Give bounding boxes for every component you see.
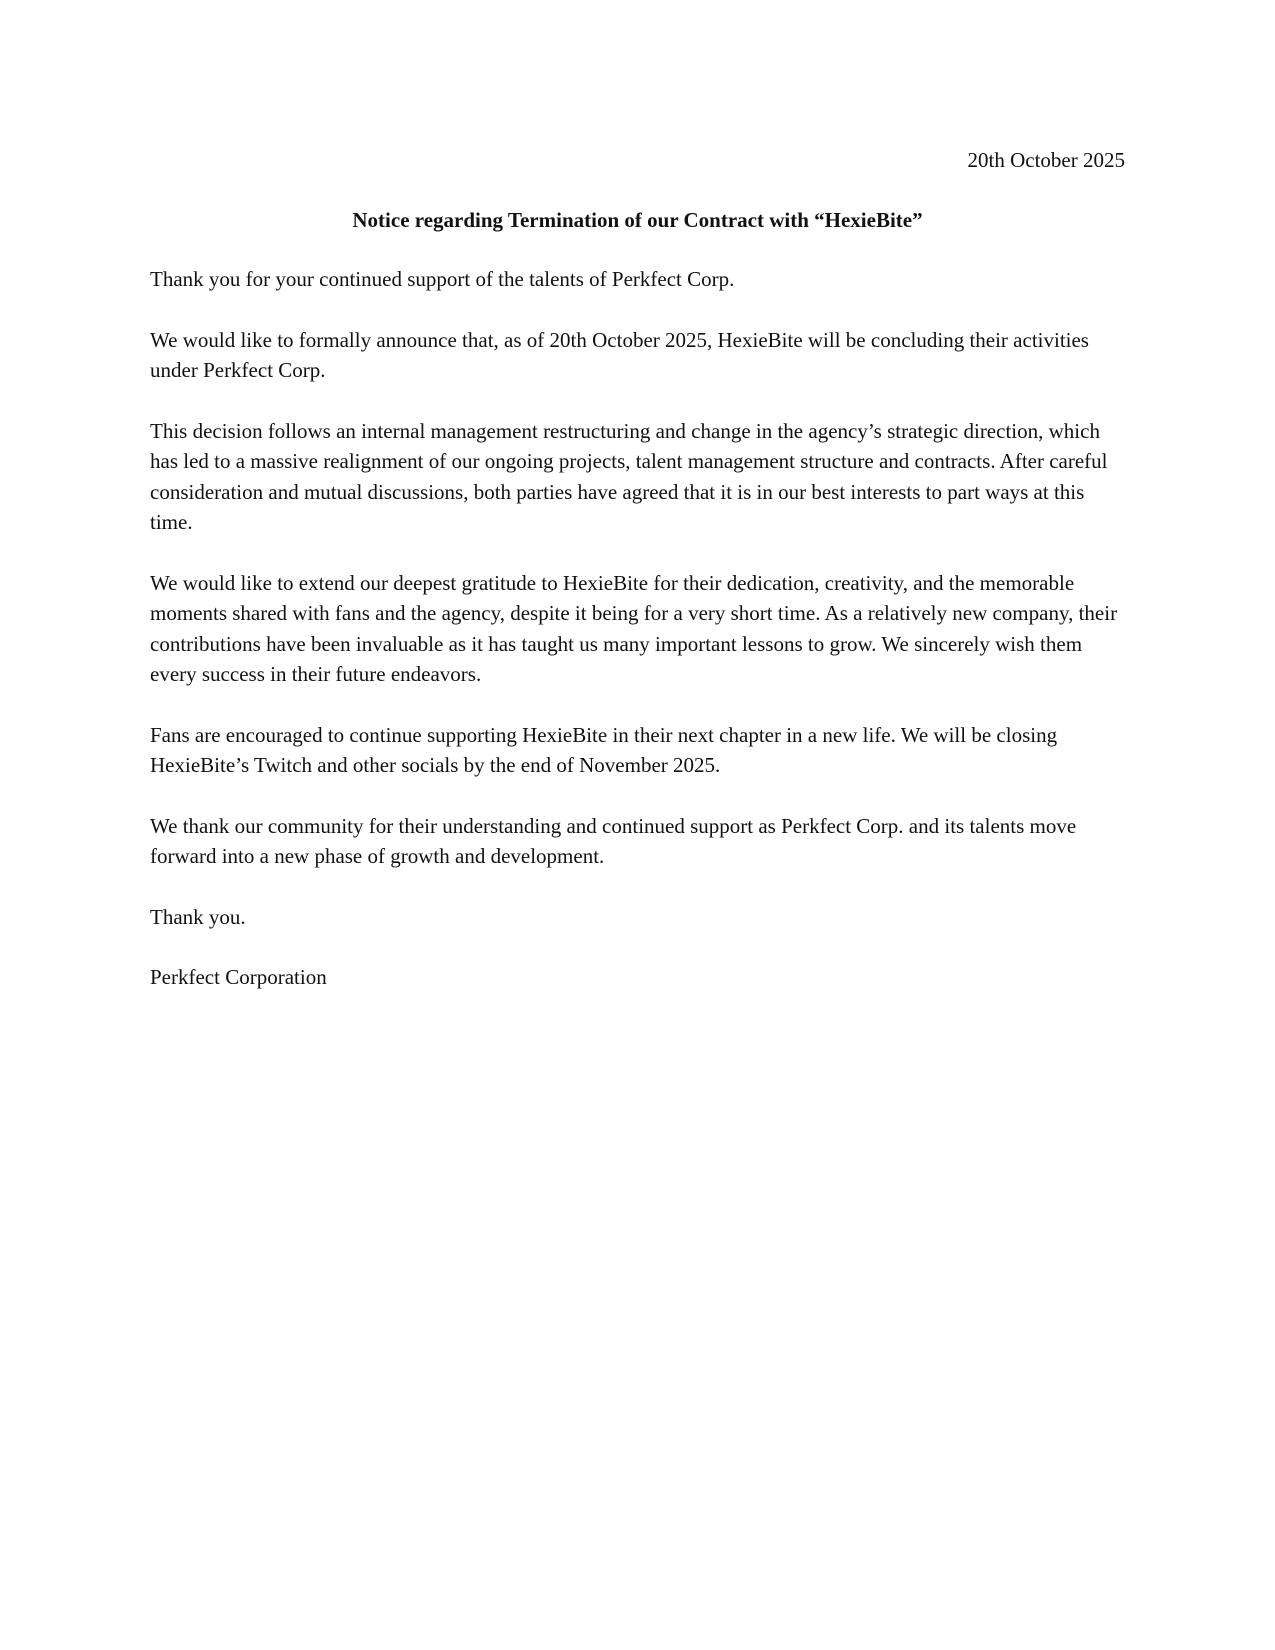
letter-title: Notice regarding Termination of our Contract with “HexieBite” [352, 207, 923, 232]
letter-date: 20th October 2025 [967, 148, 1125, 172]
paragraph-fans: Fans are encouraged to continue supporting HexieBite in their next chapter in a new life. We will be closing HexieBite’s Twitch and other socials by the end of November 2025. [150, 722, 1058, 777]
paragraph-gratitude: We would like to extend our deepest gratitude to HexieBite for their dedication, creativity, and the memorable moments shared with fans and the agency, despite it being for a very short time. As a relatively new company, their contributions have been invaluable as it has taught us many important lessons to grow. We sincerely wish them every success in their future endeavors. [150, 570, 1118, 686]
paragraph-announcement: We would like to formally announce that, as of 20th October 2025, HexieBite will be concluding their activities under Perkfect Corp. [150, 327, 1089, 382]
paragraph-community: We thank our community for their understanding and continued support as Perkfect Corp. and its talents move forward into a new phase of growth and development. [150, 813, 1077, 868]
letter-body [150, 145, 1125, 1023]
paragraph-decision: This decision follows an internal management restructuring and change in the agency’s strategic direction, which has led to a massive realignment of our ongoing projects, talent management structure and contracts. After careful consideration and mutual discussions, both parties have agreed that it is in our best interests to part ways at this time. [150, 418, 1108, 534]
signature: Perkfect Corporation [150, 965, 327, 989]
paragraph-thanks: Thank you for your continued support of the talents of Perkfect Corp. [150, 267, 735, 291]
closing-line: Thank you. [150, 904, 246, 929]
